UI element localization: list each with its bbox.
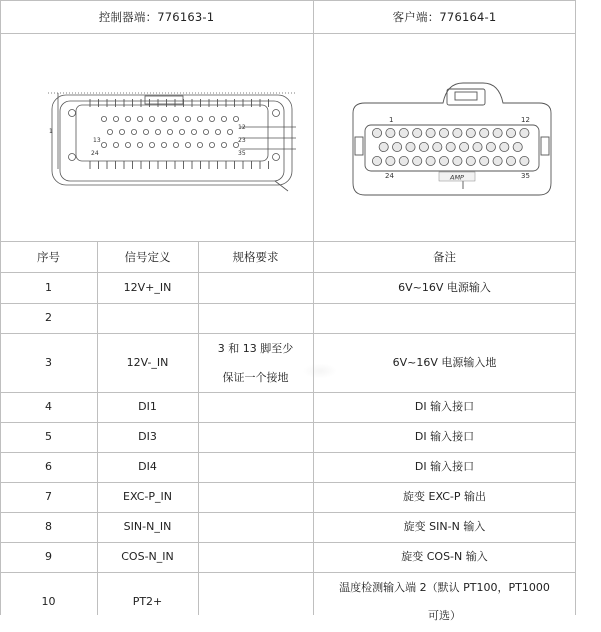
connector-pin (185, 116, 190, 121)
connector-pin (426, 128, 435, 137)
connector-pin (161, 142, 166, 147)
connector-pin (203, 129, 208, 134)
connector-pin (191, 129, 196, 134)
table-row-no: 8 (45, 520, 52, 533)
connector-pin (399, 128, 408, 137)
table-row-signal: COS-N_IN (121, 550, 174, 563)
connector-pin (426, 156, 435, 165)
right-pin-label-1: 1 (389, 116, 394, 124)
connector-pin (486, 142, 495, 151)
connector-pin (466, 156, 475, 165)
table-row-no: 4 (45, 400, 52, 413)
right-pin-label-35: 35 (521, 172, 530, 180)
connector-pin (167, 129, 172, 134)
connector-pin (393, 142, 402, 151)
connector-pin (161, 116, 166, 121)
table-row-spec (198, 422, 313, 452)
connector-pin (197, 142, 202, 147)
connector-pin (137, 116, 142, 121)
connector-pin (446, 142, 455, 151)
connector-pin (466, 128, 475, 137)
left-pin-label-1: 1 (49, 128, 53, 135)
table-row-no: 9 (45, 550, 52, 563)
connector-pin (513, 142, 522, 151)
connector-pin (221, 116, 226, 121)
connector-pin (155, 129, 160, 134)
right-pin-label-12: 12 (521, 116, 530, 124)
table-row-note (313, 303, 576, 333)
connector-pin (149, 142, 154, 147)
connector-pin (413, 156, 422, 165)
connector-pin (439, 128, 448, 137)
customer-connector-drawing (313, 33, 576, 241)
table-row-note: DI 输入接口 (414, 430, 475, 443)
connector-pin (137, 142, 142, 147)
table-row-signal: 12V+_IN (123, 280, 172, 294)
table-row-no: 7 (45, 490, 52, 503)
table-row-signal (97, 303, 198, 333)
connector-pin (460, 142, 469, 151)
table-row-no: 6 (45, 460, 52, 473)
col-header-no: 序号 (37, 249, 60, 264)
connector-pin (406, 142, 415, 151)
table-row-spec (198, 272, 313, 303)
connector-pin (119, 129, 124, 134)
table-row-note: 旋变 EXC-P 输出 (403, 490, 486, 503)
connector-pin (520, 156, 529, 165)
connector-pin (379, 142, 388, 151)
connector-pin (149, 116, 154, 121)
table-row-signal: DI1 (138, 400, 157, 413)
connector-pin (215, 129, 220, 134)
connector-pin (399, 156, 408, 165)
table-row-note: DI 输入接口 (414, 460, 475, 473)
table-row-spec (198, 512, 313, 542)
left-pin-label-24: 24 (91, 150, 99, 157)
connector-pin (453, 156, 462, 165)
connector-pin (125, 142, 130, 147)
connector-pin (493, 156, 502, 165)
col-header-spec: 规格要求 (232, 249, 279, 264)
connector-pin (101, 116, 106, 121)
connector-pin (506, 156, 515, 165)
table-row-note: 旋变 SIN-N 输入 (403, 520, 486, 533)
right-pin-label-24: 24 (385, 172, 394, 180)
connector-pin (197, 116, 202, 121)
connector-pin (227, 129, 232, 134)
connector-pin (233, 116, 238, 121)
connector-pin (520, 128, 529, 137)
table-row-note: 旋变 COS-N 输入 (401, 550, 488, 563)
table-row-signal: DI3 (138, 430, 157, 443)
connector-pin (453, 128, 462, 137)
table-row-no: 3 (45, 355, 52, 369)
table-row-spec (198, 482, 313, 512)
table-row-spec: 3 和 13 脚至少 保证一个接地 (217, 341, 294, 384)
table-row-spec (198, 572, 313, 632)
connector-pin (107, 129, 112, 134)
table-row-signal: EXC-P_IN (123, 490, 172, 503)
connector-pin (185, 142, 190, 147)
connector-pin (386, 156, 395, 165)
table-row-note: 6V~16V 电源输入地 (392, 355, 497, 369)
connector-pin (419, 142, 428, 151)
table-row-signal: DI4 (138, 460, 157, 473)
table-row-signal: PT2+ (132, 595, 163, 608)
table-row-spec (198, 392, 313, 422)
controller-connector-drawing (0, 33, 313, 241)
connector-pin (209, 142, 214, 147)
right-connector-title: 客户端：776164-1 (392, 9, 497, 24)
table-row-spec (198, 303, 313, 333)
connector-pin (500, 142, 509, 151)
connector-pin (179, 129, 184, 134)
table-row-no: 10 (41, 595, 56, 608)
left-connector-title: 控制器端：776163-1 (98, 9, 215, 24)
left-pin-label-13: 13 (93, 137, 101, 144)
controller-connector-diagram (0, 33, 313, 241)
connector-pin (480, 128, 489, 137)
connector-pin (413, 128, 422, 137)
connector-pin (433, 142, 442, 151)
connector-pin (480, 156, 489, 165)
connector-pin (473, 142, 482, 151)
connector-pin (506, 128, 515, 137)
col-header-note: 备注 (433, 249, 456, 264)
connector-pin (125, 116, 130, 121)
connector-pin (101, 142, 106, 147)
connector-pin (113, 142, 118, 147)
table-row-no: 2 (45, 311, 52, 324)
connector-pin (372, 128, 381, 137)
connector-pin (173, 116, 178, 121)
connector-pin (113, 116, 118, 121)
table-row-spec (198, 452, 313, 482)
scan-smudge (300, 362, 340, 380)
connector-pin (439, 156, 448, 165)
table-row-note: DI 输入接口 (414, 400, 475, 413)
connector-pin (173, 142, 178, 147)
connector-pin (143, 129, 148, 134)
table-row-no: 5 (45, 430, 52, 443)
connector-pin (386, 128, 395, 137)
table-row-note: 温度检测输入端 2（默认 PT100，PT1000 可选） (339, 581, 550, 622)
col-header-signal: 信号定义 (124, 249, 171, 264)
connector-pin (221, 142, 226, 147)
left-pin-label-35: 35 (238, 150, 246, 157)
connector-pin (131, 129, 136, 134)
connector-pin (209, 116, 214, 121)
left-pin-label-12: 12 (238, 124, 246, 131)
table-row-spec (198, 542, 313, 572)
connector-pin (493, 128, 502, 137)
table-row-no: 1 (45, 280, 52, 294)
connector-pin (372, 156, 381, 165)
amp-brand-logo: AMP (450, 173, 464, 182)
table-row-signal: SIN-N_IN (123, 520, 172, 533)
customer-connector-diagram (313, 33, 576, 241)
table-row-note: 6V~16V 电源输入 (398, 280, 491, 294)
table-row-signal: 12V-_IN (126, 355, 169, 369)
left-pin-label-23: 23 (238, 137, 246, 144)
